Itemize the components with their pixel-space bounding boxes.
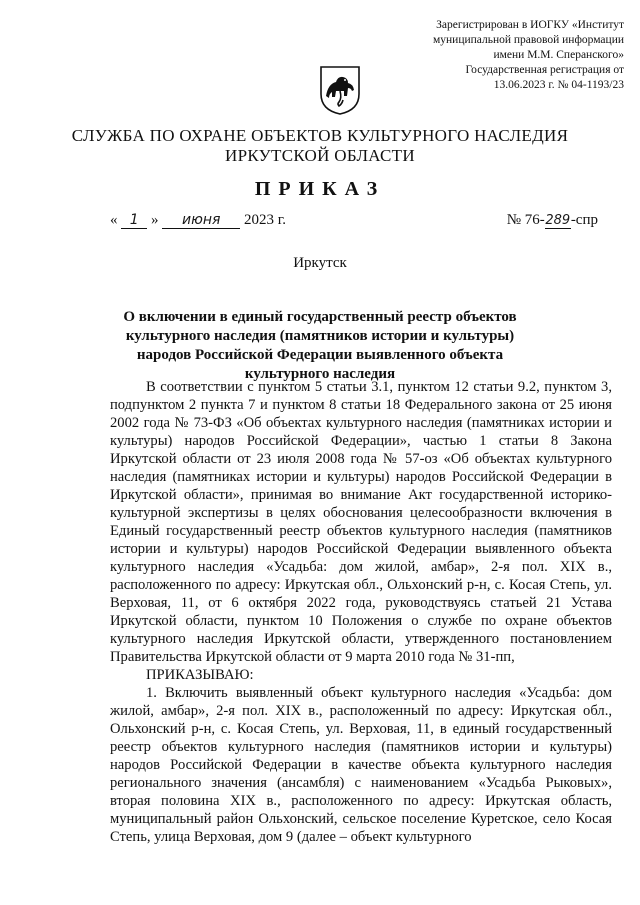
agency-name-line: СЛУЖБА ПО ОХРАНЕ ОБЪЕКТОВ КУЛЬТУРНОГО НАСЛЕДИЯ	[71, 126, 569, 145]
date-open-quote: «	[110, 212, 118, 228]
city: Иркутск	[293, 255, 347, 271]
number-prefix: № 76-	[506, 212, 545, 228]
number-handwritten: 289	[545, 213, 571, 228]
document-title: О включении в единый государственный реестр объектов культурного наследия (памятников истории и культуры) народов Российской Федерации выявленного объекта культурного наследия	[123, 309, 517, 382]
agency-name	[60, 126, 580, 166]
document-body	[110, 378, 612, 846]
preamble-paragraph: В соответствии с пунктом 5 статьи 3.1, пунктом 12 статьи 9.2, пунктом 3, подпунктом 2 пункта 7 и пунктом 8 статьи 18 Федерального закона от 25 июня 2002 года № 73-ФЗ «Об объектах культурного наследия (памятниках истории и культуры) народов Российской Федерации», частью 1 статьи 8 Закона Иркутской области от 23 июля 2008 года № 57-оз «Об объектах культурного наследия (памятниках истории и культуры) народов Российской Федерации в Иркутской области», принимая во внимание Акт государственной историко-культурной экспертизы в целях обоснования целесообразности включения в Единый государственный реестр объектов культурного наследия (памятников истории и культуры) народов Российской Федерации выявленного объекта культурного наследия «Усадьба: дом жилой, амбар», 2-я пол. XIX в., расположенного по адресу: Иркутская обл., Ольхонский р-н, с. Косая Степь, ул. Верховая, 11, от 6 октября 2022 года, руководствуясь статьей 21 Устава Иркутской области, пунктом 10 Положения о службе по охране объектов культурного наследия Иркутской области, утвержденного постановлением Правительства Иркутской области от 9 марта 2010 года № 31-пп,	[110, 379, 612, 665]
date-year: 2023 г.	[244, 212, 286, 228]
document-date	[110, 212, 286, 229]
coat-of-arms-icon	[318, 64, 362, 116]
item-1-paragraph: 1. Включить выявленный объект культурного наследия «Усадьба: дом жилой, амбар», 2-я пол. XIX в., расположенный по адресу: Иркутская обл., Ольхонский р-н, с. Косая Степь, ул. Верховая, 11, в единый государственный реестр объектов культурного наследия (памятников истории и культуры) народов Российской Федерации в качестве объекта культурного наследия регионального значения (ансамбля) с наименованием «Усадьба Рыковых», вторая половина XIX в., расположенного по адресу: Иркутская область, муниципальный район Ольхонский, сельское поселение Куретское, село Косая Степь, улица Верховая, дом 9 (далее – объект культурного	[110, 685, 612, 845]
document-type: ПРИКАЗ	[254, 178, 386, 200]
date-day: 1	[121, 212, 147, 229]
registration-note-line: муниципальной правовой информации	[432, 34, 624, 46]
registration-note	[414, 18, 624, 93]
document-number	[507, 212, 598, 229]
agency-name-line: ИРКУТСКОЙ ОБЛАСТИ	[225, 146, 415, 165]
registration-note-line: имени М.М. Сперанского»	[493, 49, 624, 61]
registration-note-line: Государственная регистрация от	[465, 64, 624, 76]
number-suffix: -спр	[570, 212, 598, 228]
date-close-quote: »	[151, 212, 159, 228]
registration-note-line: Зарегистрирован в ИОГКУ «Институт	[436, 19, 624, 31]
date-month: июня	[162, 212, 240, 229]
order-word: ПРИКАЗЫВАЮ:	[146, 667, 254, 683]
registration-note-line: 13.06.2023 г. № 04-1193/23	[493, 79, 624, 91]
